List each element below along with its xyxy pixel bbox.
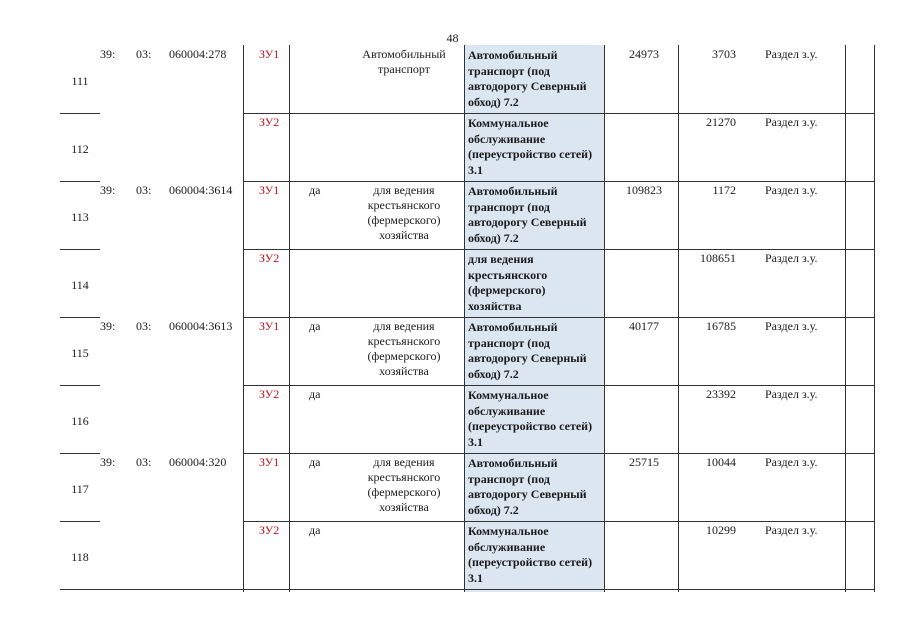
part-area: 108651 <box>700 251 736 265</box>
agreement-mark: да <box>309 183 321 197</box>
table-row <box>60 453 875 521</box>
cadastral-number-part: 39: <box>100 455 116 469</box>
cadastral-number-part: 060004:3613 <box>169 319 233 333</box>
parcel-code: ЗУ1 <box>259 183 280 197</box>
row-number: 115 <box>71 346 89 360</box>
total-area: 25715 <box>629 455 659 469</box>
new-permitted-use: Автомобильный транспорт (под автодорогу Северный обход) 7.2 <box>468 320 587 381</box>
new-permitted-use: Коммунальное обслуживание (переустройство сетей) 3.1 <box>468 388 593 449</box>
row-number: 114 <box>71 278 89 292</box>
table-row <box>60 385 875 453</box>
new-permitted-use: Автомобильный транспорт (под автодорогу Северный обход) 7.2 <box>468 456 587 517</box>
new-permitted-use: Автомобильный транспорт (под автодорогу Северный обход) 7.2 <box>468 48 587 109</box>
operation-type: Раздел з.у. <box>765 183 818 197</box>
table-row <box>60 249 875 317</box>
new-permitted-use: Автомобильный транспорт (под автодорогу Северный обход) 7.2 <box>468 184 587 245</box>
part-area: 10044 <box>706 455 736 469</box>
cadastral-number-part: 060004:278 <box>169 47 227 61</box>
part-area: 21270 <box>706 115 736 129</box>
row-number: 116 <box>71 414 89 428</box>
part-area: 3703 <box>712 47 736 61</box>
part-area: 23392 <box>706 387 736 401</box>
row-number: 118 <box>71 550 89 564</box>
row-number: 113 <box>71 210 89 224</box>
table-row <box>60 317 875 385</box>
part-area: 10299 <box>706 523 736 537</box>
new-permitted-use: Коммунальное обслуживание (переустройство сетей) 3.1 <box>468 524 593 585</box>
total-area: 109823 <box>626 183 662 197</box>
page-number: 48 <box>446 31 459 45</box>
parcel-code: ЗУ2 <box>259 115 280 129</box>
row-number: 112 <box>71 142 89 156</box>
permitted-use: Автомобильный транспорт <box>362 47 446 76</box>
cadastral-number-part: 03: <box>136 47 152 61</box>
parcel-code: ЗУ2 <box>259 523 280 537</box>
operation-type: Раздел з.у. <box>765 523 818 537</box>
new-permitted-use: Коммунальное обслуживание (переустройство сетей) 3.1 <box>468 116 593 177</box>
cadastral-number-part: 39: <box>100 183 116 197</box>
operation-type: Раздел з.у. <box>765 47 818 61</box>
total-area: 40177 <box>629 319 659 333</box>
parcel-code: ЗУ2 <box>259 387 280 401</box>
part-area: 16785 <box>706 319 736 333</box>
cadastral-number-part: 060004:3614 <box>169 183 233 197</box>
cadastral-number-part: 03: <box>136 319 152 333</box>
permitted-use: для ведения крестьянского (фермерского) хозяйства <box>367 183 441 242</box>
agreement-mark: да <box>309 523 321 537</box>
operation-type: Раздел з.у. <box>765 319 818 333</box>
agreement-mark: да <box>309 387 321 401</box>
permitted-use: для ведения крестьянского (фермерского) хозяйства <box>367 319 441 378</box>
cadastral-number-part: 03: <box>136 455 152 469</box>
total-area: 24973 <box>629 47 659 61</box>
operation-type: Раздел з.у. <box>765 251 818 265</box>
table-row <box>60 113 875 181</box>
new-permitted-use: для ведения крестьянского (фермерского) хозяйства <box>468 252 548 313</box>
operation-type: Раздел з.у. <box>765 115 818 129</box>
table-row <box>60 521 875 589</box>
parcel-code: ЗУ2 <box>259 251 280 265</box>
agreement-mark: да <box>309 319 321 333</box>
cadastral-number-part: 39: <box>100 319 116 333</box>
cadastral-number-part: 39: <box>100 47 116 61</box>
parcel-code: ЗУ1 <box>259 47 280 61</box>
row-number: 117 <box>71 482 89 496</box>
operation-type: Раздел з.у. <box>765 387 818 401</box>
grid-line <box>60 589 875 590</box>
cadastral-number-part: 060004:320 <box>169 455 227 469</box>
operation-type: Раздел з.у. <box>765 455 818 469</box>
cadastral-number-part: 03: <box>136 183 152 197</box>
agreement-mark: да <box>309 455 321 469</box>
part-area: 1172 <box>712 183 736 197</box>
table-row <box>60 45 875 113</box>
parcel-code: ЗУ1 <box>259 455 280 469</box>
row-number: 111 <box>71 74 89 88</box>
parcel-table <box>60 45 875 592</box>
table-row <box>60 181 875 249</box>
parcel-code: ЗУ1 <box>259 319 280 333</box>
permitted-use: для ведения крестьянского (фермерского) хозяйства <box>367 455 441 514</box>
